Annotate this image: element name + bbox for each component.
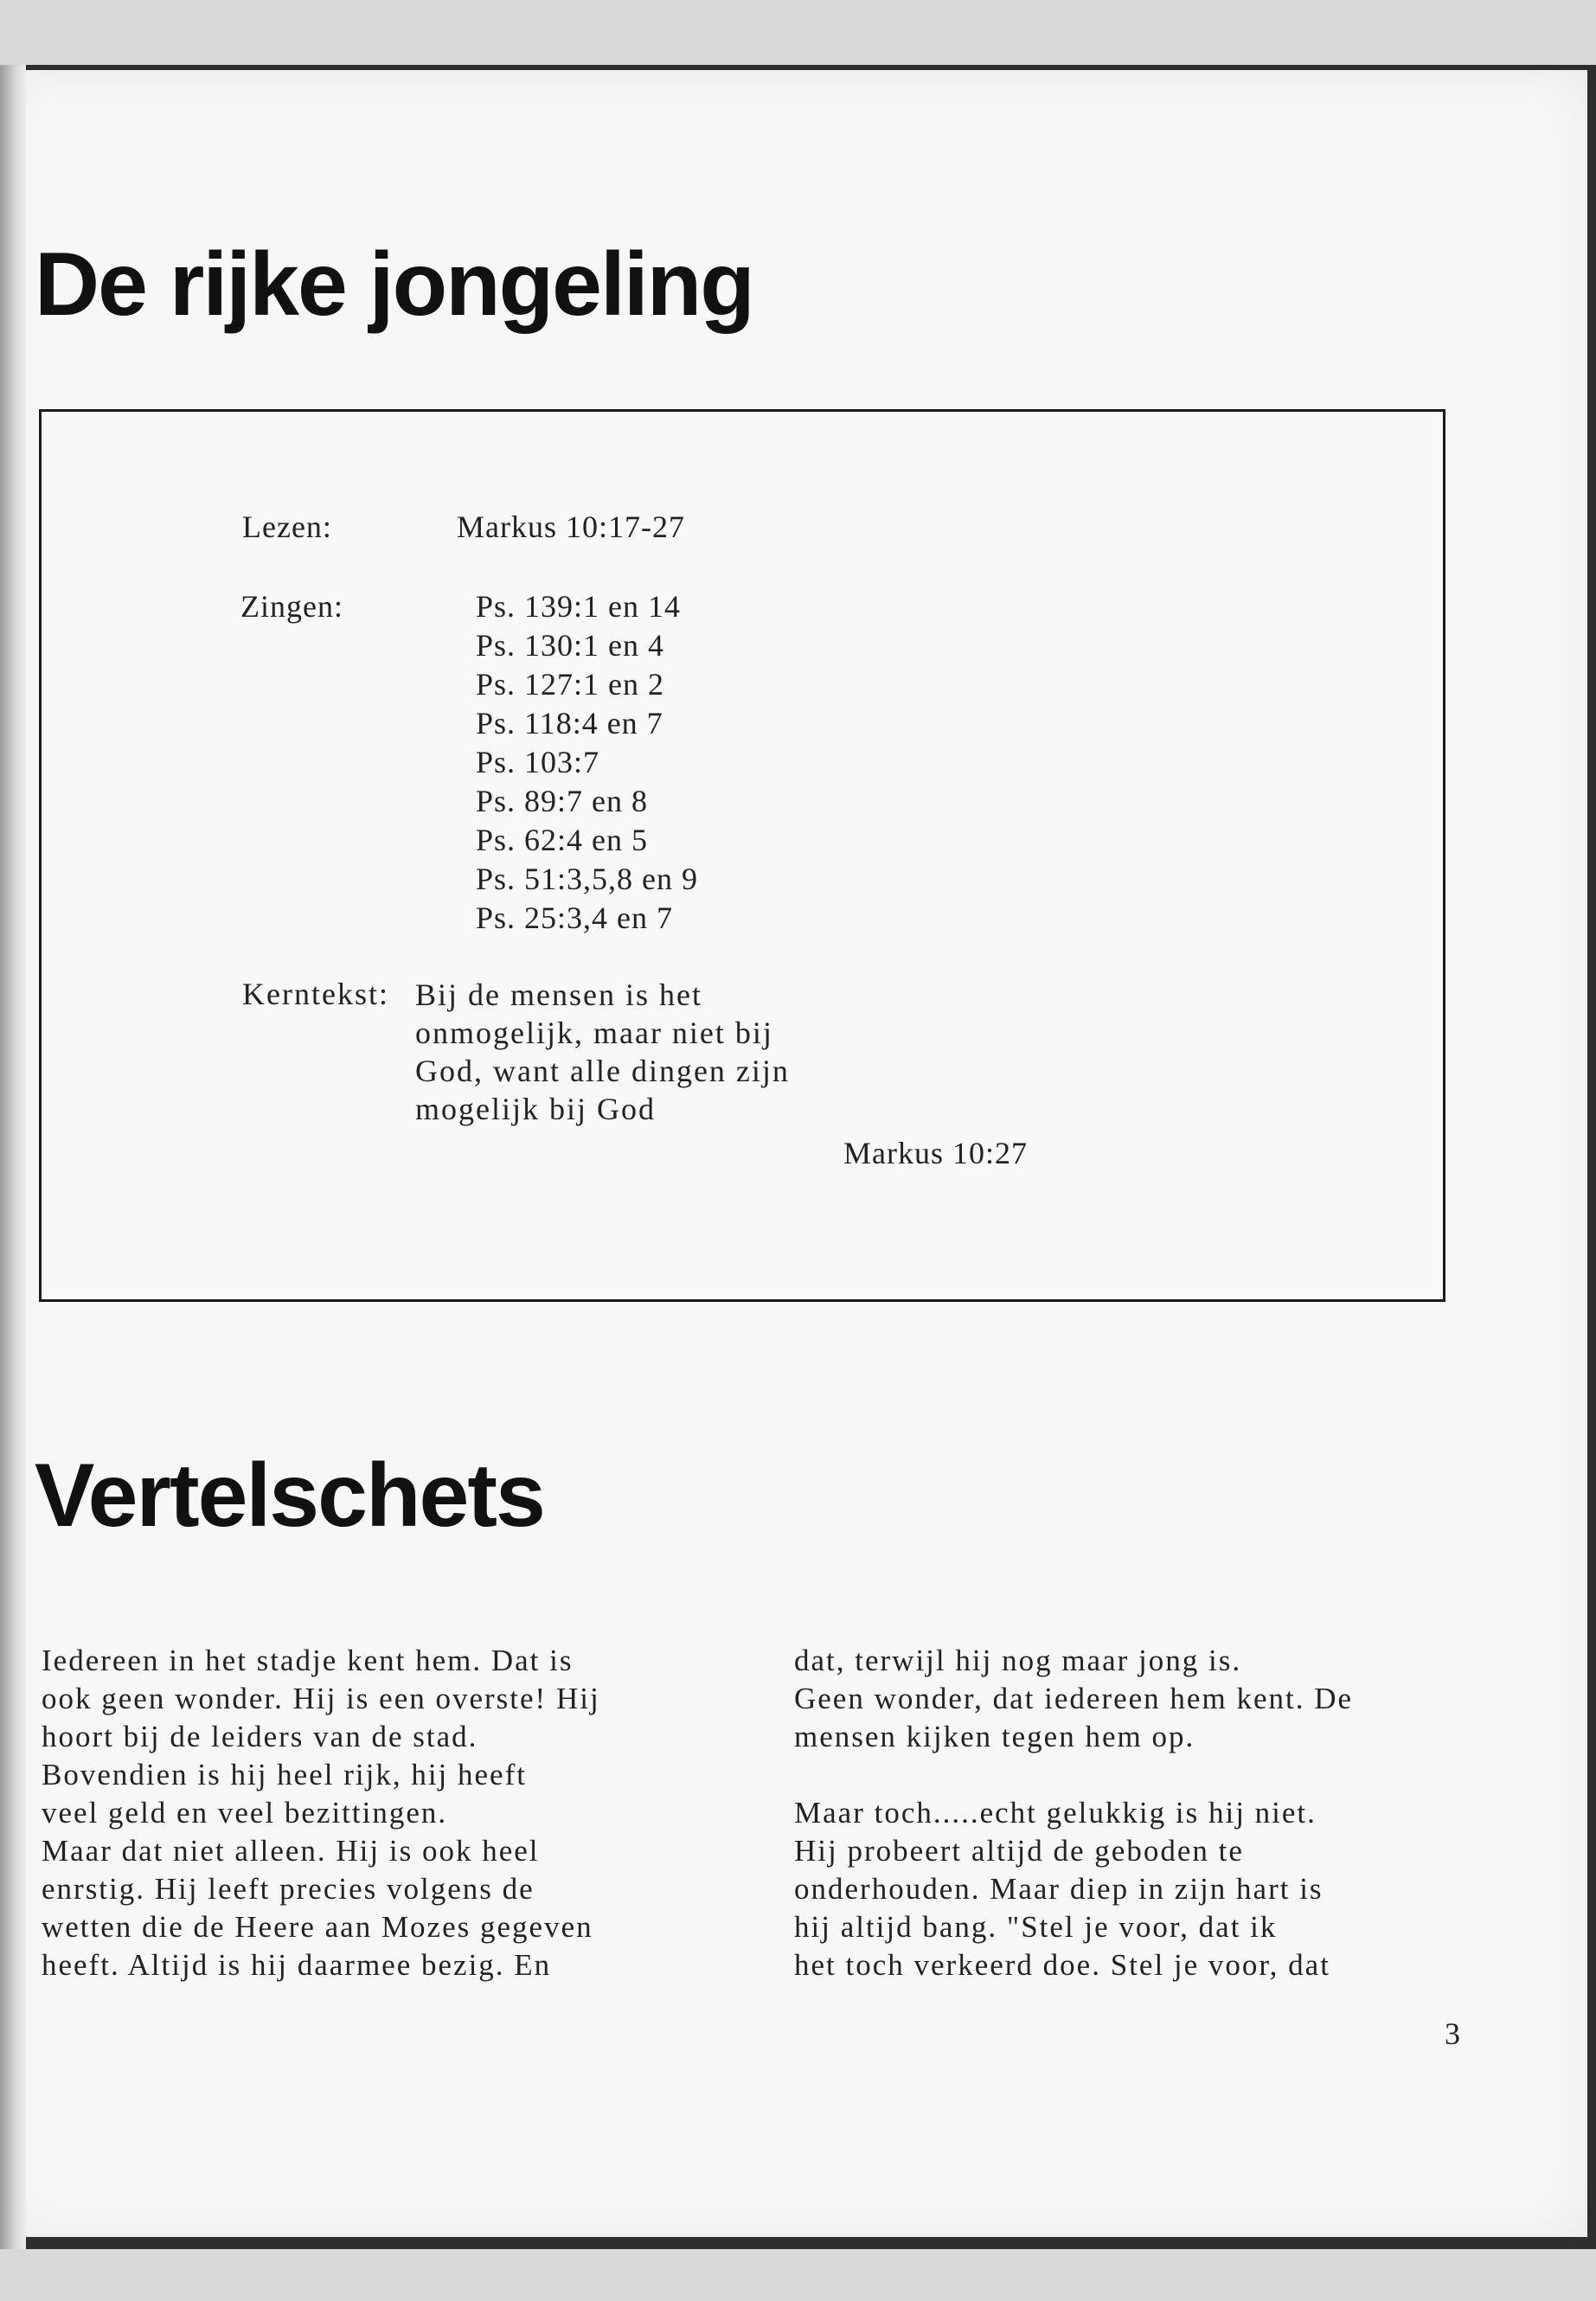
- story-line: ook geen wonder. Hij is een overste! Hij: [42, 1682, 600, 1715]
- story-column-left: [42, 1642, 600, 1984]
- book-binding: [0, 65, 26, 2249]
- story-line: heeft. Altijd is hij daarmee bezig. En: [42, 1948, 552, 1982]
- story-line: Iedereen in het stadje kent hem. Dat is: [42, 1644, 574, 1677]
- story-line: wetten die de Heere aan Mozes gegeven: [42, 1910, 593, 1944]
- psalm-item: Ps. 118:4 en 7: [476, 706, 663, 740]
- story-line: Maar toch.....echt gelukkig is hij niet.: [794, 1796, 1317, 1830]
- psalm-list: [476, 588, 698, 939]
- section-title: Vertelschets: [35, 1445, 544, 1546]
- psalm-item: Ps. 139:1 en 14: [476, 589, 682, 624]
- psalm-item: Ps. 103:7: [476, 745, 600, 779]
- story-line: veel geld en veel bezittingen.: [42, 1796, 448, 1830]
- page-number: 3: [1445, 2016, 1460, 2051]
- story-line: Geen wonder, dat iedereen hem kent. De: [794, 1682, 1354, 1715]
- kerntekst-reference: Markus 10:27: [843, 1136, 1028, 1170]
- psalm-item: Ps. 89:7 en 8: [476, 784, 649, 818]
- story-line: enrstig. Hij leeft precies volgens de: [42, 1872, 535, 1906]
- story-line: het toch verkeerd doe. Stel je voor, dat: [794, 1948, 1330, 1982]
- story-column-right: [794, 1642, 1353, 1984]
- story-line: dat, terwijl hij nog maar jong is.: [794, 1644, 1242, 1677]
- lezen-label: Lezen:: [242, 510, 332, 544]
- kerntekst-line: Bij de mensen is het: [415, 977, 702, 1012]
- story-line: hij altijd bang. "Stel je voor, dat ik: [794, 1910, 1278, 1944]
- psalm-item: Ps. 25:3,4 en 7: [476, 901, 674, 935]
- story-line: Bovendien is hij heel rijk, hij heeft: [42, 1758, 527, 1791]
- zingen-label: Zingen:: [240, 589, 343, 624]
- psalm-item: Ps. 130:1 en 4: [476, 628, 665, 663]
- story-line: onderhouden. Maar diep in zijn hart is: [794, 1872, 1324, 1906]
- psalm-item: Ps. 127:1 en 2: [476, 667, 665, 702]
- kerntekst-line: mogelijk bij God: [415, 1092, 656, 1126]
- story-line: Hij probeert altijd de geboden te: [794, 1834, 1244, 1868]
- psalm-item: Ps. 62:4 en 5: [476, 823, 649, 857]
- paragraph-gap: [794, 1756, 1353, 1794]
- kerntekst-label: Kerntekst:: [242, 977, 389, 1011]
- kerntekst-text: [415, 976, 790, 1128]
- kerntekst-line: God, want alle dingen zijn: [415, 1054, 790, 1088]
- story-line: mensen kijken tegen hem op.: [794, 1720, 1195, 1753]
- story-line: Maar dat niet alleen. Hij is ook heel: [42, 1834, 540, 1868]
- lezen-value: Markus 10:17-27: [457, 510, 685, 544]
- psalm-item: Ps. 51:3,5,8 en 9: [476, 862, 699, 896]
- kerntekst-line: onmogelijk, maar niet bij: [415, 1016, 773, 1050]
- story-line: hoort bij de leiders van de stad.: [42, 1720, 478, 1753]
- page-title: De rijke jongeling: [35, 234, 753, 335]
